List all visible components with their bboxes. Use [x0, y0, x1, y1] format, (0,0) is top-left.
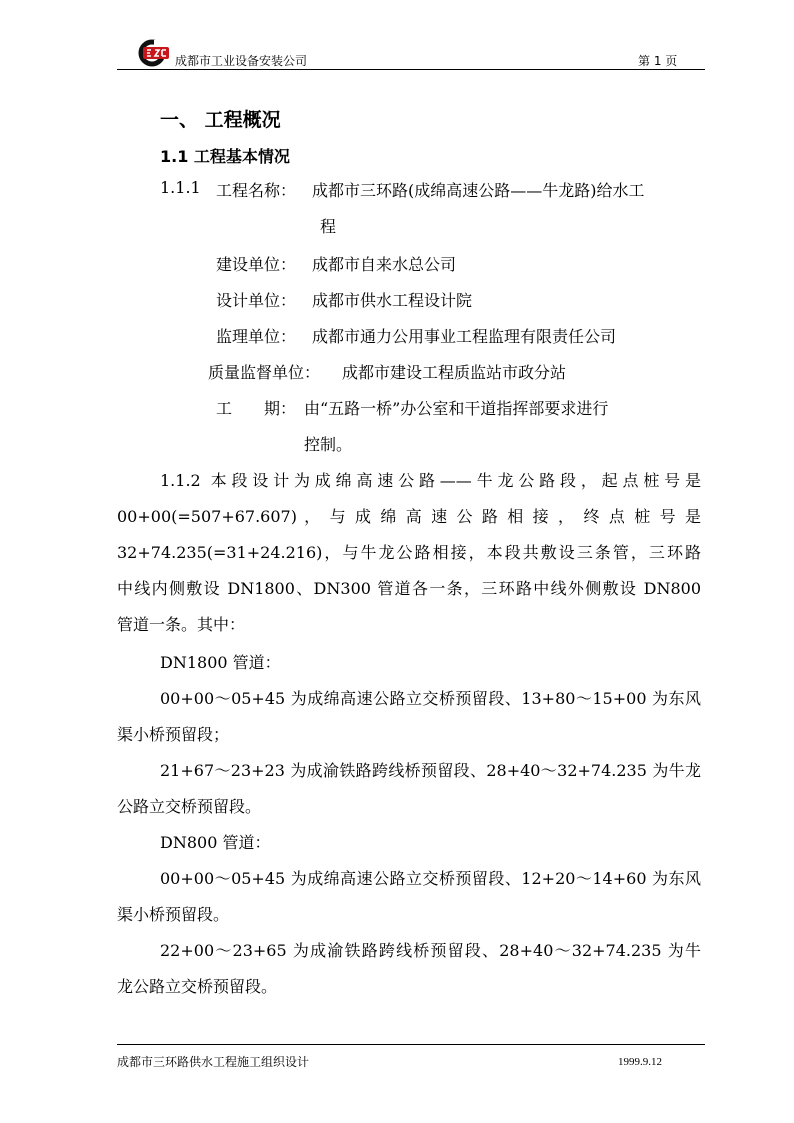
header-company-name: 成都市工业设备安装公司: [175, 54, 308, 68]
dn800-title: DN800 管道：: [160, 833, 271, 852]
dn1800-p1-line: 00+00～05+45 为成绵高速公路立交桥预留段、13+80～15+00 为东风: [160, 689, 701, 708]
footer-rule: [117, 1044, 705, 1045]
para-112-line: 中线内侧敷设 DN1800、DN300 管道各一条，三环路中线外侧敷设 DN800: [117, 579, 701, 598]
dn1800-p2-line: 公路立交桥预留段。: [117, 797, 262, 816]
project-name-line2: 程: [320, 217, 337, 236]
dn1800-p1-line: 渠小桥预留段；: [117, 725, 230, 744]
footer-document-title: 成都市三环路供水工程施工组织设计: [117, 1055, 310, 1069]
footer-date: 1999.9.12: [618, 1056, 662, 1068]
quality-label: 质量监督单位：: [208, 363, 321, 382]
period-line2: 控制。: [304, 435, 353, 454]
para-112-line: 1.1.2 本段设计为成绵高速公路——牛龙公路段，起点桩号是: [160, 471, 701, 490]
period-line1: 由“五路一桥”办公室和干道指挥部要求进行: [304, 399, 609, 418]
supervisor-label: 监理单位：: [216, 327, 297, 346]
period-label: 期：: [264, 399, 297, 418]
designer-value: 成都市供水工程设计院: [312, 291, 473, 310]
project-name-line1: 成都市三环路(成绵高速公路——牛龙路)给水工: [312, 181, 645, 200]
project-name-label: 工程名称：: [216, 181, 297, 200]
quality-value: 成都市建设工程质监站市政分站: [342, 363, 567, 382]
para-112-line: 00+00(=507+67.607) ， 与 成 绵 高 速 公 路 相 接 ， 终 点 桩 号 是: [117, 507, 701, 526]
supervisor-value: 成都市通力公用事业工程监理有限责任公司: [312, 327, 617, 346]
header-page-number: 第 1 页: [638, 54, 678, 68]
dn800-p1-line: 渠小桥预留段。: [117, 905, 230, 924]
designer-label: 设计单位：: [216, 291, 297, 310]
subsection-heading: 1.1 工程基本情况: [160, 147, 290, 166]
period-label-char: 工: [216, 399, 233, 418]
header-rule: [117, 69, 705, 70]
owner-label: 建设单位：: [216, 255, 297, 274]
para-112-line: 管道一条。其中：: [117, 615, 246, 634]
para-112-line: 32+74.235(=31+24.216)，与牛龙公路相接，本段共敷设三条管，三环路: [117, 543, 701, 562]
dn800-p1-line: 00+00～05+45 为成绵高速公路立交桥预留段、12+20～14+60 为东风: [160, 869, 701, 888]
dn800-p2-line: 龙公路立交桥预留段。: [117, 977, 278, 996]
dn1800-p2-line: 21+67～23+23 为成渝铁路跨线桥预留段、28+40～32+74.235 为牛龙: [160, 761, 701, 780]
dn1800-title: DN1800 管道：: [160, 653, 281, 672]
item-number-111: 1.1.1: [160, 178, 201, 197]
owner-value: 成都市自来水总公司: [312, 255, 457, 274]
section-heading: 一、 工程概况: [160, 109, 281, 131]
company-logo-icon: [137, 38, 171, 68]
dn800-p2-line: 22+00～23+65 为成渝铁路跨线桥预留段、28+40～32+74.235 为牛: [160, 941, 701, 960]
